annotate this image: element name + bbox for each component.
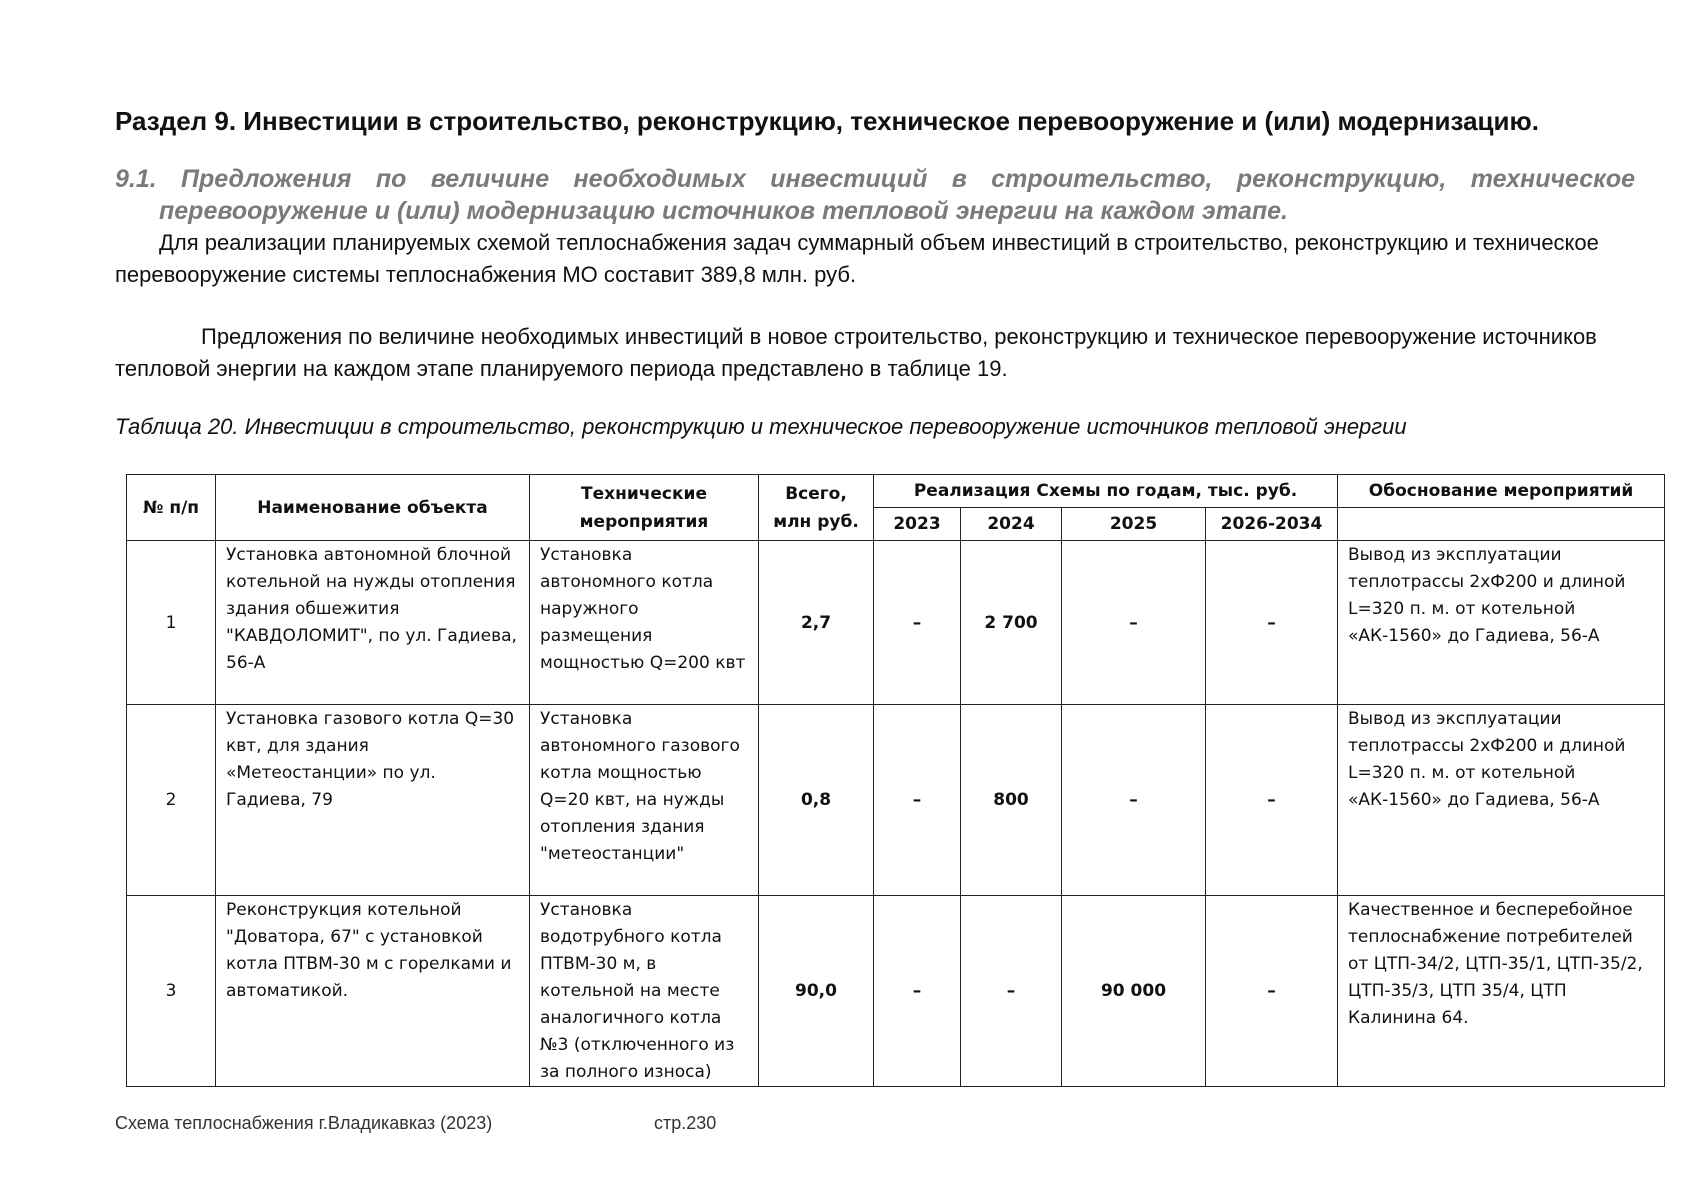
header-year-2026-2034: 2026-2034 bbox=[1206, 508, 1338, 541]
footer-title: Схема теплоснабжения г.Владикавказ (2023) bbox=[115, 1113, 493, 1133]
cell-total: 90,0 bbox=[759, 896, 874, 1087]
table-row bbox=[127, 705, 1665, 896]
cell-justification: Качественное и бесперебойное теплоснабжение потребителей от ЦТП-34/2, ЦТП-35/1, ЦТП-35/2, ЦТП-35/3, ЦТП 35/4, ЦТП Калинина 64. bbox=[1338, 896, 1665, 1087]
cell-name: Реконструкция котельной "Доватора, 67" с установкой котла ПТВМ-30 м с горелками и автоматикой. bbox=[216, 896, 530, 1087]
cell-2023: – bbox=[874, 541, 961, 705]
header-year-2024: 2024 bbox=[961, 508, 1062, 541]
cell-2025: – bbox=[1062, 705, 1206, 896]
cell-total: 2,7 bbox=[759, 541, 874, 705]
cell-2023: – bbox=[874, 896, 961, 1087]
investment-table bbox=[126, 474, 1665, 1087]
cell-2026-2034: – bbox=[1206, 705, 1338, 896]
cell-name: Установка автономной блочной котельной на нужды отопления здания обшежития "КАВДОЛОМИТ", по ул. Гадиева, 56-А bbox=[216, 541, 530, 705]
cell-2024: – bbox=[961, 896, 1062, 1087]
table-caption: Таблица 20. Инвестиции в строительство, реконструкцию и техническое перевооружение источников тепловой энергии bbox=[115, 414, 1407, 439]
cell-2025: – bbox=[1062, 541, 1206, 705]
section-heading: Раздел 9. Инвестиции в строительство, реконструкцию, техническое перевооружение и (или) модернизацию. bbox=[115, 106, 1539, 136]
header-total: Всего, млн руб. bbox=[759, 475, 874, 541]
cell-justification: Вывод из эксплуатации теплотрассы 2хФ200 и длиной L=320 п. м. от котельной «АК-1560» до Гадиева, 56-А bbox=[1338, 541, 1665, 705]
cell-num: 2 bbox=[127, 705, 216, 896]
cell-name: Установка газового котла Q=30 квт, для здания «Метеостанции» по ул. Гадиева, 79 bbox=[216, 705, 530, 896]
cell-measures: Установка автономного котла наружного размещения мощностью Q=200 квт bbox=[530, 541, 759, 705]
cell-2026-2034: – bbox=[1206, 541, 1338, 705]
header-justification: Обоснование мероприятий bbox=[1338, 475, 1665, 508]
header-num: № п/п bbox=[127, 475, 216, 541]
subsection-heading: 9.1. Предложения по величине необходимых инвестиций в строительство, реконструкцию, техническое перевооружение и (или) модернизацию источников тепловой энергии на каждом этапе. bbox=[115, 165, 1635, 225]
cell-2023: – bbox=[874, 705, 961, 896]
cell-2024: 800 bbox=[961, 705, 1062, 896]
cell-2025: 90 000 bbox=[1062, 896, 1206, 1087]
table-row bbox=[127, 896, 1665, 1087]
document-body bbox=[115, 104, 1635, 441]
cell-measures: Установка водотрубного котла ПТВМ-30 м, в котельной на месте аналогичного котла №3 (отключенного из за полного износа) bbox=[530, 896, 759, 1087]
cell-total: 0,8 bbox=[759, 705, 874, 896]
table-row bbox=[127, 541, 1665, 705]
cell-2026-2034: – bbox=[1206, 896, 1338, 1087]
footer-page-number: стр.230 bbox=[654, 1113, 717, 1133]
header-measures: Технические мероприятия bbox=[530, 475, 759, 541]
header-name: Наименование объекта bbox=[216, 475, 530, 541]
header-year-2025: 2025 bbox=[1062, 508, 1206, 541]
header-justification-blank bbox=[1338, 508, 1665, 541]
cell-num: 3 bbox=[127, 896, 216, 1087]
paragraph-proposals: Предложения по величине необходимых инвестиций в новое строительство, реконструкцию и техническое перевооружение источников тепловой энергии на каждом этапе планируемого периода представлено в таблице 19. bbox=[115, 324, 1597, 381]
cell-justification: Вывод из эксплуатации теплотрассы 2хФ200 и длиной L=320 п. м. от котельной «АК-1560» до Гадиева, 56-А bbox=[1338, 705, 1665, 896]
header-years-group: Реализация Схемы по годам, тыс. руб. bbox=[874, 475, 1338, 508]
cell-num: 1 bbox=[127, 541, 216, 705]
cell-measures: Установка автономного газового котла мощностью Q=20 квт, на нужды отопления здания "метеостанции" bbox=[530, 705, 759, 896]
header-year-2023: 2023 bbox=[874, 508, 961, 541]
table-header-row bbox=[127, 475, 1665, 508]
paragraph-investment-total: Для реализации планируемых схемой теплоснабжения задач суммарный объем инвестиций в строительство, реконструкцию и техническое перевооружение системы теплоснабжения МО составит 389,8 млн. руб. bbox=[115, 230, 1599, 287]
cell-2024: 2 700 bbox=[961, 541, 1062, 705]
